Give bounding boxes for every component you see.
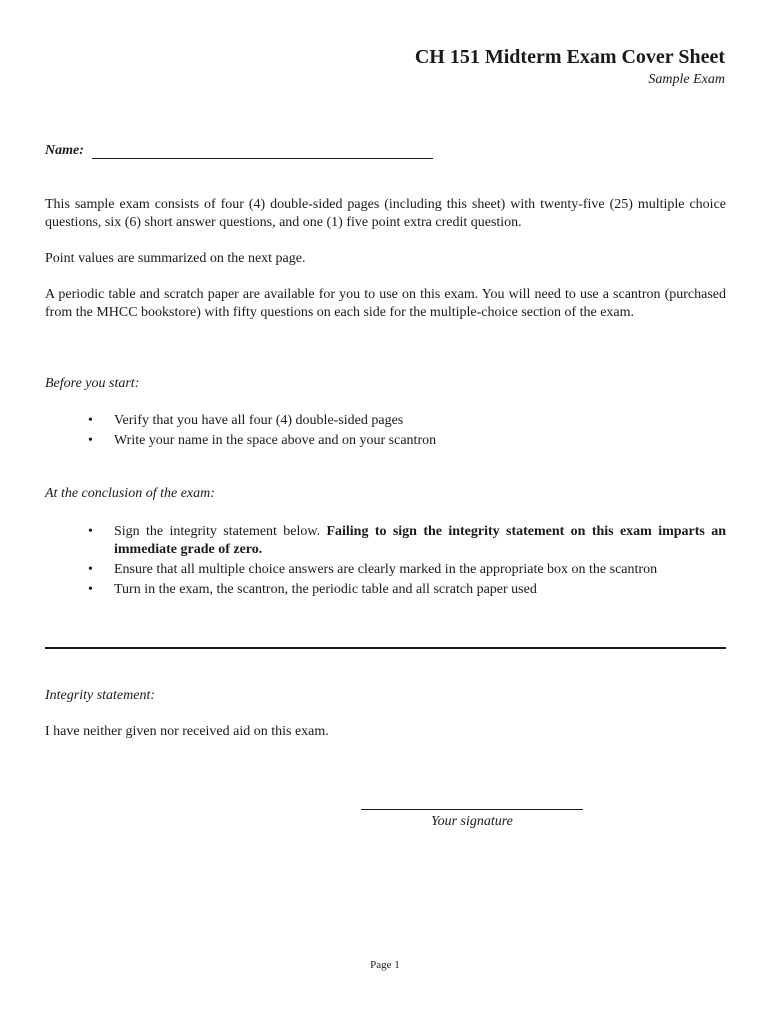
signature-label: Your signature xyxy=(431,814,513,829)
integrity-heading: Integrity statement: xyxy=(45,688,156,703)
before-start-heading: Before you start: xyxy=(45,376,140,391)
conclusion-heading: At the conclusion of the exam: xyxy=(45,486,215,501)
name-label: Name: xyxy=(45,143,84,158)
list-item-text: Ensure that all multiple choice answers are clearly marked in the appropriate box on the scantron xyxy=(114,562,658,577)
bullet-icon: • xyxy=(88,433,93,448)
document-title: CH 151 Midterm Exam Cover Sheet xyxy=(414,46,725,68)
bullet-icon: • xyxy=(88,562,93,577)
list-item-text: Verify that you have all four (4) double-sided pages xyxy=(114,413,404,428)
bullet-icon: • xyxy=(88,582,93,597)
list-item xyxy=(86,523,726,559)
list-item-text: Write your name in the space above and on your scantron xyxy=(114,433,437,448)
list-item xyxy=(86,561,726,579)
integrity-statement: I have neither given nor received aid on this exam. xyxy=(45,724,329,739)
section-divider xyxy=(45,647,726,649)
list-item-text: Turn in the exam, the scantron, the periodic table and all scratch paper used xyxy=(114,582,537,597)
list-item xyxy=(86,412,726,430)
conclusion-list xyxy=(86,523,726,601)
bullet-icon: • xyxy=(88,524,93,539)
signature-line[interactable] xyxy=(361,809,583,810)
list-item xyxy=(86,432,726,450)
document-subtitle: Sample Exam xyxy=(648,72,725,87)
page-number: Page 1 xyxy=(370,959,400,971)
intro-paragraph-3: A periodic table and scratch paper are available for you to use on this exam. You will need to use a scantron (purchased from the MHCC bookstore) with fifty questions on each side for the multiple-choice section of the exam. xyxy=(45,287,726,320)
zero-grade-warning: Failing to sign the integrity statement on this exam imparts an immediate grade of zero. xyxy=(114,524,726,557)
list-item xyxy=(86,581,726,599)
bullet-icon: • xyxy=(88,413,93,428)
name-field-line[interactable] xyxy=(92,158,433,159)
list-item-text: Sign the integrity statement below. xyxy=(114,524,327,539)
intro-paragraph-2: Point values are summarized on the next page. xyxy=(45,251,306,266)
intro-paragraph-1: This sample exam consists of four (4) double-sided pages (including this sheet) with twenty-five (25) multiple choice questions, six (6) short answer questions, and one (1) five point extra credit question. xyxy=(45,197,726,230)
before-start-list xyxy=(86,412,726,452)
